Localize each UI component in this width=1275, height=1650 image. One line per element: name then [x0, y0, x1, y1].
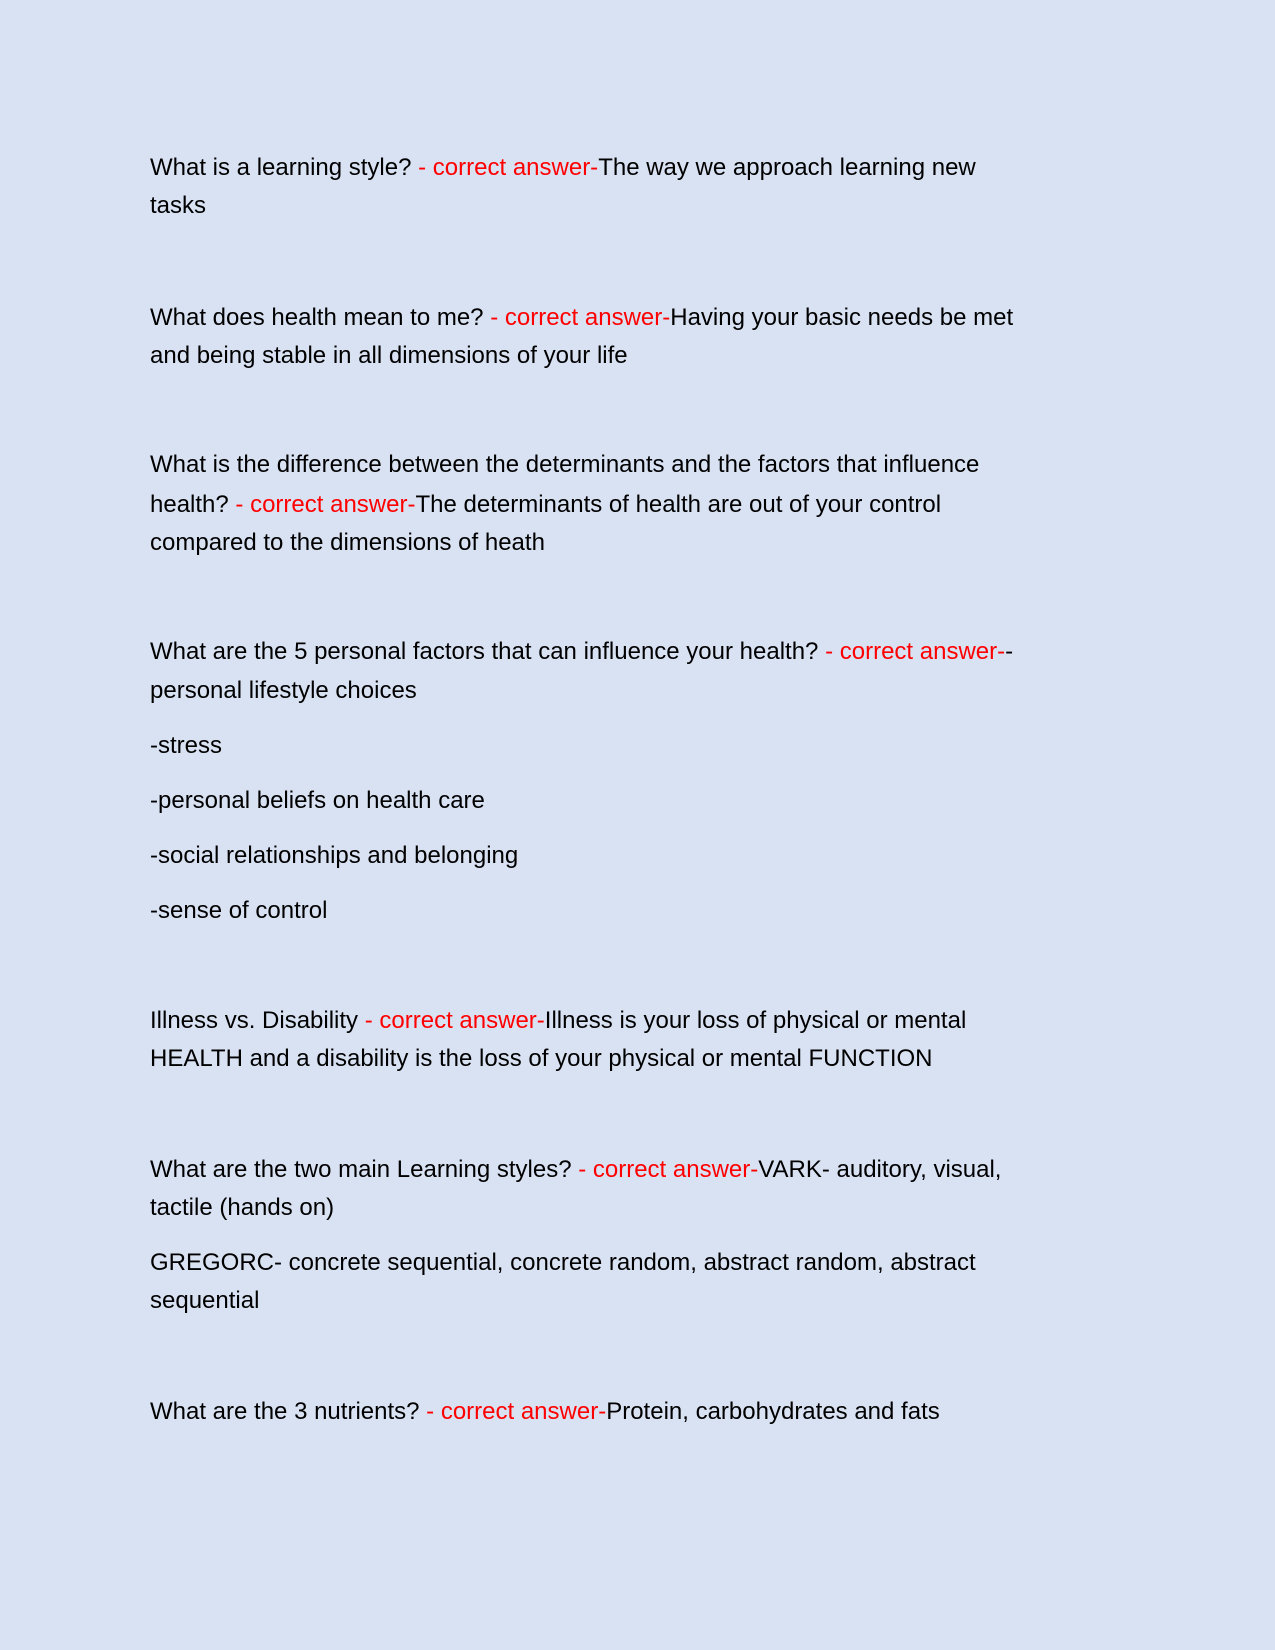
qa-line	[150, 299, 1013, 337]
answer: Protein, carbohydrates and fats	[606, 1398, 940, 1425]
answer-line: GREGORC- concrete sequential, concrete random, abstract random, abstract	[150, 1249, 976, 1276]
answer-line: -stress	[150, 732, 222, 759]
answer: Having your basic needs be met	[670, 304, 1014, 331]
question: What are the two main Learning styles?	[150, 1156, 572, 1183]
answer-line: -personal beliefs on health care	[150, 787, 485, 814]
answer-line: personal lifestyle choices	[150, 677, 417, 704]
answer-line: sequential	[150, 1287, 260, 1314]
qa-line	[150, 149, 976, 187]
answer: Illness is your loss of physical or mental	[544, 1007, 967, 1034]
question: health?	[150, 491, 229, 518]
answer-line: tactile (hands on)	[150, 1194, 335, 1221]
answer-line: -sense of control	[150, 897, 328, 924]
qa-line	[150, 633, 1013, 671]
answer-line: HEALTH and a disability is the loss of your physical or mental FUNCTION	[150, 1045, 933, 1072]
question: Illness vs. Disability	[150, 1007, 359, 1034]
qa-line	[150, 486, 941, 524]
question: What are the 5 personal factors that can influence your health?	[150, 638, 819, 665]
qa-line	[150, 1151, 1001, 1189]
answer-label: - correct answer-	[825, 638, 1006, 665]
answer-label: - correct answer-	[364, 1007, 545, 1034]
question: What are the 3 nutrients?	[150, 1398, 420, 1425]
qa-line	[150, 1393, 940, 1431]
answer-line: tasks	[150, 192, 207, 219]
answer-line: and being stable in all dimensions of your life	[150, 342, 628, 369]
answer-label: - correct answer-	[418, 154, 599, 181]
answer-line: compared to the dimensions of heath	[150, 529, 545, 556]
qa-line	[150, 1002, 966, 1040]
answer-label: - correct answer-	[426, 1398, 607, 1425]
answer: The determinants of health are out of your control	[415, 491, 942, 518]
question: What is a learning style?	[150, 154, 412, 181]
answer: The way we approach learning new	[598, 154, 976, 181]
answer-label: - correct answer-	[235, 491, 416, 518]
answer-line: -social relationships and belonging	[150, 842, 519, 869]
answer: VARK- auditory, visual,	[758, 1156, 1002, 1183]
answer-label: - correct answer-	[490, 304, 671, 331]
question: What does health mean to me?	[150, 304, 484, 331]
answer: -	[1005, 638, 1014, 665]
answer-label: - correct answer-	[578, 1156, 759, 1183]
question-line: What is the difference between the determinants and the factors that influence	[150, 451, 980, 478]
